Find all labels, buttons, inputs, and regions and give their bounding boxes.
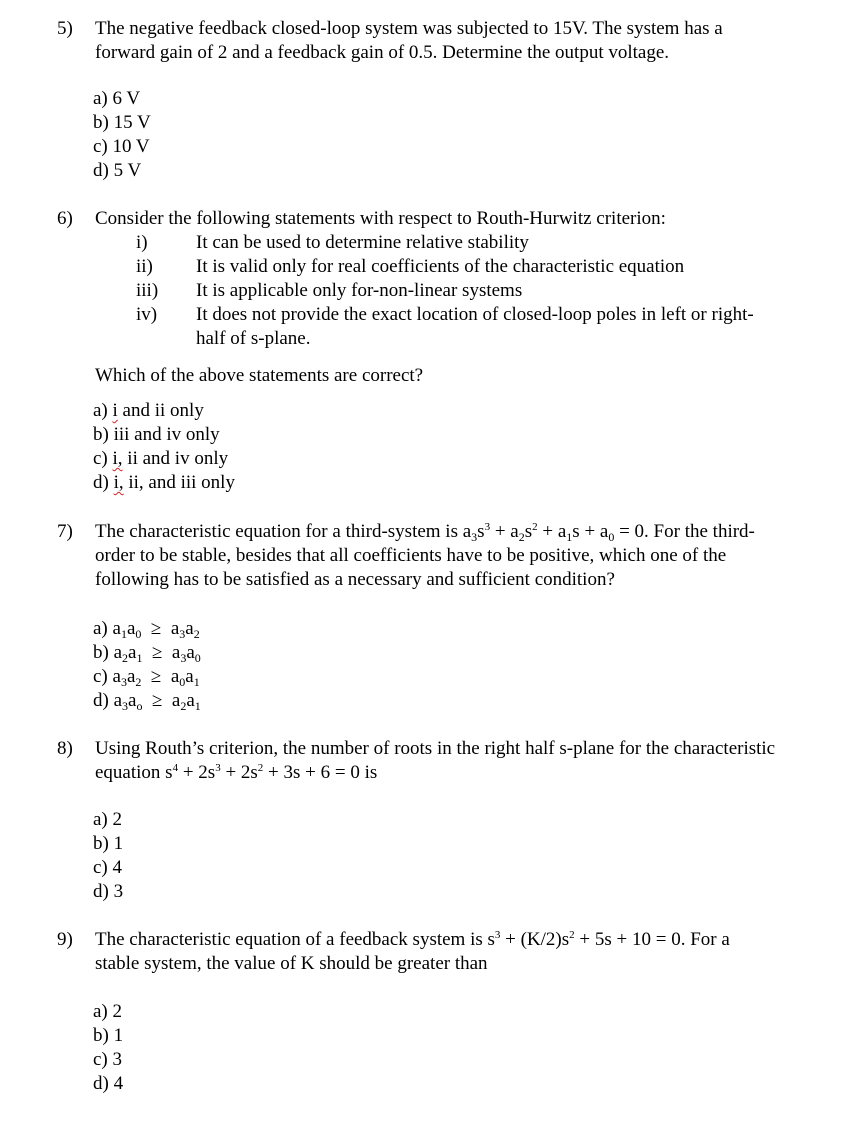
question-text-line: order to be stable, besides that all coefficients have to be positive, which one of the <box>95 545 727 566</box>
question-text-line: Using Routh’s criterion, the number of roots in the right half s-plane for the characteristic <box>95 738 776 759</box>
statement-text: It does not provide the exact location of closed-loop poles in left or right- <box>196 304 754 325</box>
option-d: d) i, ii, and iii only <box>93 472 235 493</box>
statement-number: ii) <box>136 256 153 277</box>
option-a: a) 2 <box>93 809 123 830</box>
option-c: c) 4 <box>93 857 123 878</box>
option-d: d) 4 <box>93 1073 124 1094</box>
statement-text: It is valid only for real coefficients of the characteristic equation <box>196 256 685 277</box>
statement-text: It is applicable only for-non-linear systems <box>196 280 523 301</box>
option-a: a) $a_1a_0 \ge a_3a_2$ <box>93 618 200 641</box>
option-b: b) iii and iv only <box>93 424 220 445</box>
spellcheck-flag: i, <box>112 448 123 469</box>
question-text-line: The characteristic equation for a third-system is $a_3s^3 + a_2s^2 + a_1s + a_0 = 0$. For the third- <box>95 521 755 544</box>
question-number: 9) <box>57 929 73 950</box>
option-d: d) 5 V <box>93 160 142 181</box>
question-text-line: The characteristic equation of a feedback system is $s^3 + (K/2)s^2 + 5s + 10 = 0$. For a <box>95 929 730 950</box>
option-b: b) 1 <box>93 1025 124 1046</box>
option-d: d) $a_3a_o \ge a_2a_1$ <box>93 690 201 713</box>
option-c: c) 10 V <box>93 136 150 157</box>
option-b: b) 1 <box>93 833 124 854</box>
option-d: d) 3 <box>93 881 124 902</box>
question-number: 5) <box>57 18 73 39</box>
statement-number: i) <box>136 232 148 253</box>
option-a: a) i and ii only <box>93 400 204 421</box>
option-a: a) 2 <box>93 1001 123 1022</box>
option-b: b) 15 V <box>93 112 151 133</box>
question-text-line: stable system, the value of K should be greater than <box>95 953 488 974</box>
question-text-line: equation $s^4 + 2s^3 + 2s^2 + 3s + 6 = 0$ is <box>95 762 378 783</box>
question-text-line: forward gain of 2 and a feedback gain of 0.5. Determine the output voltage. <box>95 42 670 63</box>
question-text-line: The negative feedback closed-loop system was subjected to 15V. The system has a <box>95 18 723 39</box>
question-text-line: Consider the following statements with respect to Routh-Hurwitz criterion: <box>95 208 666 229</box>
question-text-line: following has to be satisfied as a necessary and sufficient condition? <box>95 569 615 590</box>
question-number: 8) <box>57 738 73 759</box>
question-prompt: Which of the above statements are correct? <box>95 365 424 386</box>
spellcheck-flag: i, <box>113 472 124 493</box>
question-number: 7) <box>57 521 73 542</box>
option-a: a) 6 V <box>93 88 141 109</box>
option-c: c) i, ii and iv only <box>93 448 229 469</box>
option-c: c) $a_3a_2 \ge a_0a_1$ <box>93 666 200 689</box>
statement-text: It can be used to determine relative stability <box>196 232 529 253</box>
spellcheck-flag: i <box>112 400 118 421</box>
question-number: 6) <box>57 208 73 229</box>
option-c: c) 3 <box>93 1049 123 1070</box>
statement-number: iv) <box>136 304 158 325</box>
statement-text-continued: half of s-plane. <box>196 328 311 349</box>
statement-number: iii) <box>136 280 159 301</box>
option-b: b) $a_2a_1 \ge a_3a_0$ <box>93 642 201 665</box>
